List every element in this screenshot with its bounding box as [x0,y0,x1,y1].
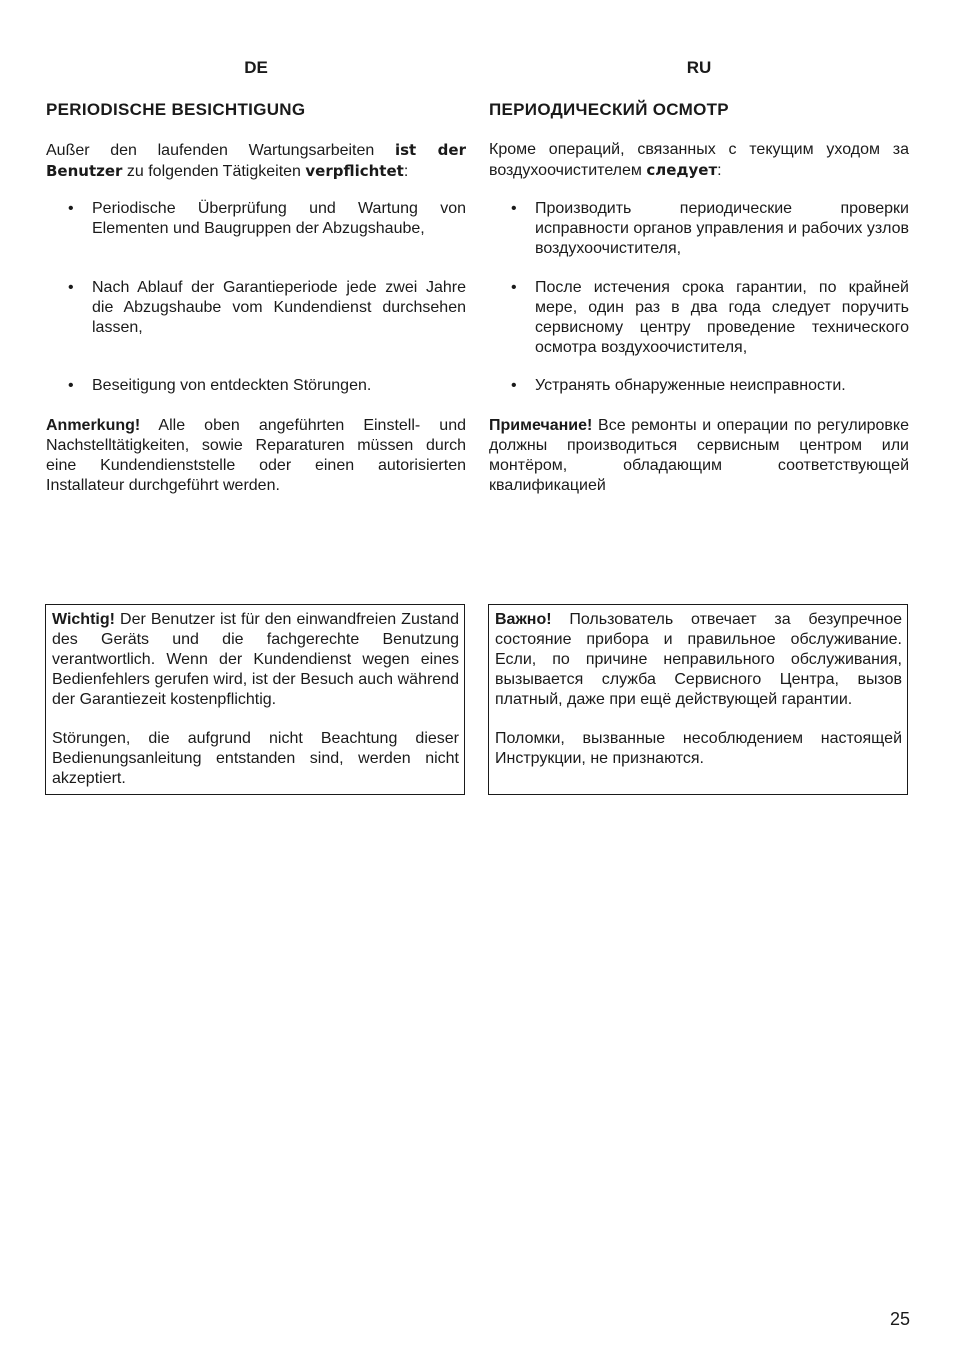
warning-text-ru: Пользователь отвечает за безупречное состояние прибора и правильное обслуживание. Если, по причине неправильного обслуживания, вызывается служба Сервисного Центра, вызов платный, даже при ещё действующей гарантии. [495,611,902,708]
list-item [489,376,909,396]
list-item [489,199,909,259]
warning-box-ru [488,604,908,795]
intro-emphasis-ru: следует [646,161,718,179]
intro-text-de: Außer den laufenden Wartungsarbeiten [46,142,395,159]
list-item-text: Производить периодические проверки исправности органов управления и рабочих узлов воздухоочистителя, [535,200,909,257]
warning-label-ru: Важно! [495,611,552,628]
note-paragraph-ru [489,416,909,496]
bullet-icon: • [511,200,517,217]
warning-paragraph-ru [495,610,902,710]
warning-box-de [45,604,465,795]
note-paragraph-de [46,416,466,496]
intro-colon-de: : [403,163,409,180]
list-item-text: Устранять обнаруженные неисправности. [535,377,846,394]
warning-label-de: Wichtig! [52,611,115,628]
list-item-text: Beseitigung von entdeckten Störungen. [92,377,372,394]
intro-text-mid-de: zu folgenden Tätigkeiten [122,163,306,180]
section-heading-ru: ПЕРИОДИЧЕСКИЙ ОСМОТР [489,100,729,119]
list-item-text: После истечения срока гарантии, по крайней мере, один раз в два года следует поручить сервисному центру проведение технического осмотра воздухоочистителя, [535,279,909,356]
warning-paragraph2-de: Störungen, die aufgrund nicht Beachtung dieser Bedienungsanleitung entstanden sind, werden nicht akzeptiert. [52,730,459,787]
note-text-de: Alle oben angeführten Einstell- und Nachstelltätigkeiten, sowie Reparaturen müssen durch eine Kundendienststelle oder einen autorisierten Installateur durchgeführt werden. [46,417,466,494]
intro-emphasis2-de: verpflichtet [305,162,404,180]
note-text-ru: Все ремонты и операции по регулировке должны производиться сервисным центром или монтёром, обладающим соответствующей квалификацией [489,417,909,494]
warning-paragraph2-ru: Поломки, вызванные несоблюдением настоящей Инструкции, не признаются. [495,730,902,767]
intro-paragraph-ru [489,140,909,181]
bullet-icon: • [511,279,517,296]
list-item [46,199,466,239]
page-number: 25 [889,1309,910,1329]
bullet-icon: • [68,377,74,394]
language-label-ru: RU [686,58,712,77]
bullet-icon: • [68,200,74,217]
note-label-de: Anmerkung! [46,417,141,434]
list-item [46,376,466,396]
intro-paragraph-de [46,140,466,182]
section-heading-de: PERIODISCHE BESICHTIGUNG [46,100,306,119]
list-item-text: Periodische Überprüfung und Wartung von Elementen und Baugruppen der Abzugshaube, [92,200,466,237]
intro-text-ru: Кроме операций, связанных с текущим уходом за воздухоочистителем [489,141,909,179]
note-label-ru: Примечание! [489,417,593,434]
list-item-text: Nach Ablauf der Garantieperiode jede zwei Jahre die Abzugshaube vom Kundendienst durchsehen lassen, [92,279,466,336]
list-item [46,278,466,338]
warning-paragraph-de [52,610,459,710]
bullet-icon: • [511,377,517,394]
warning-text-de: Der Benutzer ist für den einwandfreien Zustand des Geräts und die fachgerechte Benutzung verantwortlich. Wenn der Kundendienst wegen eines Bedienfehlers gerufen wird, ist der Besuch auch während der Garantiezeit kostenpflichtig. [52,611,459,708]
intro-emphasis-de: ist der Benutzer [46,141,466,180]
list-item [489,278,909,358]
intro-colon-ru: : [717,162,722,179]
language-label-de: DE [244,58,268,77]
bullet-icon: • [68,279,74,296]
